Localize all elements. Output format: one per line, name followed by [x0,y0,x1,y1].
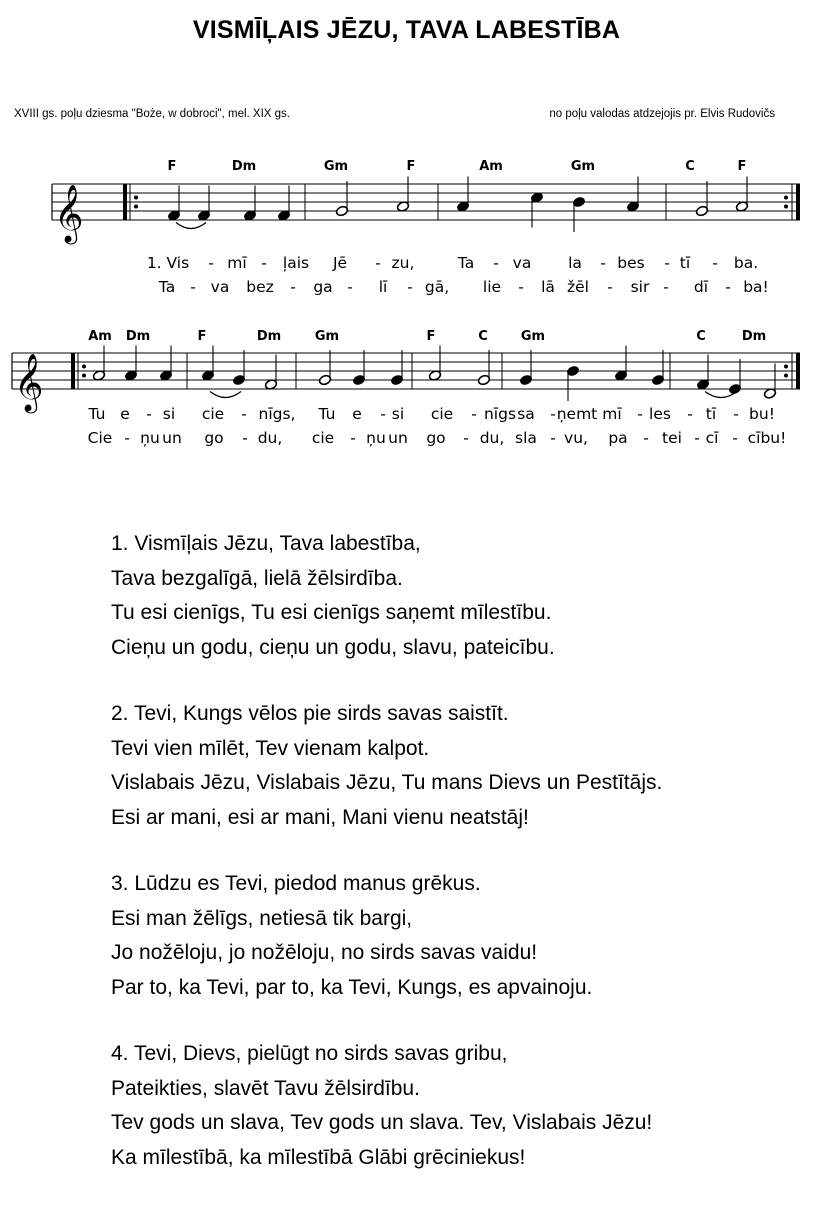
lyric-syllable: - [380,405,386,423]
chord-symbol: Gm [520,329,546,344]
lyric-syllable: Tu [88,405,106,423]
verse-line: Pateikties, slavēt Tavu žēlsirdību. [111,1076,420,1100]
lyric-syllable: cī [705,429,719,447]
lyric-syllable: - [550,405,556,423]
lyric-syllable: bu! [749,405,775,423]
lyric-syllable: - [694,429,700,447]
lyric-syllable: lie [482,278,502,296]
slur [176,223,206,229]
lyric-syllable: e [120,405,130,423]
verse-line: Tev gods un slava, Tev gods un slava. Tev, Vislabais Jēzu! [111,1111,653,1134]
lyric-syllable: mī [602,405,622,423]
verse-line: Tu esi cienīgs, Tu esi cienīgs saņemt mīlestību. [111,601,552,624]
lyric-syllable: - [375,254,381,272]
repeat-dot [82,365,86,369]
repeat-dot [784,365,788,369]
lyric-syllable: la [568,254,582,272]
source-note: XVIII gs. poļu dziesma "Boże, w dobroci", mel. XIX gs. [14,108,290,120]
lyric-syllable: Jē [332,254,348,272]
lyric-syllable: va [512,254,532,272]
lyric-syllable: si [162,405,176,423]
lyric-syllable: - [733,405,739,423]
lyric-syllable: dī [693,278,709,296]
lyric-syllable: tī [705,405,717,423]
verse-line: 1. Vismīļais Jēzu, Tava labestība, [111,532,421,555]
lyric-syllable: si [391,405,405,423]
chord-symbol: C [478,329,488,344]
lyric-syllable: - [241,405,247,423]
chord-symbol: Dm [256,329,282,344]
chord-symbol: Dm [231,159,257,174]
verse-stanza [111,1037,791,1175]
lyric-syllable: cību! [747,429,787,447]
lyric-syllable: lā [541,278,555,296]
sheet-music [0,140,813,470]
lyric-syllable: - [732,429,738,447]
chord-symbol: C [685,159,695,174]
lyric-syllable: Ta [158,278,176,296]
lyric-syllable: ņemt [556,405,598,423]
chord-symbol: Am [88,329,112,344]
chord-symbol: F [197,329,207,344]
treble-clef-icon: 𝄞 [54,184,84,242]
lyric-syllable: - [712,254,718,272]
lyric-syllable: ba. [733,254,759,272]
lyric-syllable: cie [311,429,335,447]
lyric-syllable: ņu [140,429,160,447]
verse-line: Tevi vien mīlēt, Tev vienam kalpot. [111,736,430,760]
lyric-syllable: les [649,405,671,423]
lyric-syllable: e [352,405,362,423]
translator-note: no poļu valodas atdzejojis pr. Elvis Rudovičs [549,108,775,120]
lyric-syllable: žēl [567,278,589,296]
lyric-syllable: - [407,278,413,296]
lyric-syllable: tei [662,429,682,447]
repeat-start-thick-bar [71,353,75,389]
lyric-syllable: cie [430,405,454,423]
lyric-syllable: - [518,278,524,296]
lyric-syllable: - [261,254,267,272]
lyric-syllable: - [550,429,556,447]
lyric-syllable: - [350,429,356,447]
verse-stanza [111,527,791,665]
lyric-syllable: mī [227,254,247,272]
verses-block [111,527,791,1207]
lyric-syllable: - [687,405,693,423]
chord-symbol: Dm [741,329,767,344]
lyric-syllable: - [347,278,353,296]
lyric-syllable: un [388,429,408,447]
lyric-syllable: - [643,429,649,447]
lyric-syllable: - [146,405,152,423]
lyric-syllable: - [124,429,130,447]
lyric-syllable: sir [630,278,650,296]
lyric-syllable: bez [246,278,274,296]
lyric-syllable: 1. Vis [146,254,190,272]
repeat-start-thick-bar [123,184,127,220]
lyric-syllable: cie [201,405,225,423]
lyric-syllable: Tu [318,405,336,423]
lyric-syllable: Ta [457,254,475,272]
verse-stanza [111,867,791,1005]
chord-symbol: Am [479,159,503,174]
lyric-syllable: - [290,278,296,296]
lyric-syllable: vu, [564,429,588,447]
lyric-syllable: nīgs, [258,405,296,423]
repeat-dot [784,196,788,200]
lyric-syllable: - [242,429,248,447]
verse-line: Jo nožēloju, jo nožēloju, no sirds savas vaidu! [111,941,538,964]
lyric-syllable: ņu [366,429,386,447]
lyric-syllable: - [493,254,499,272]
lyric-syllable: ba! [743,278,769,296]
lyric-syllable: - [208,254,214,272]
chord-symbol: Gm [323,159,349,174]
lyric-syllable: du, [479,429,505,447]
lyric-syllable: - [663,278,669,296]
lyric-syllable: ļais [282,254,310,272]
verse-line: Esi ar mani, esi ar mani, Mani vienu neatstāj! [111,805,529,829]
verse-line: Ka mīlestībā, ka mīlestībā Glābi grēciniekus! [111,1145,526,1169]
verse-line: Esi man žēlīgs, netiesā tik bargi, [111,906,413,930]
lyric-syllable: - [600,254,606,272]
repeat-dot [784,374,788,378]
lyric-syllable: go [204,429,224,447]
lyric-syllable: - [637,405,643,423]
lyric-syllable: - [471,405,477,423]
chord-symbol: Gm [314,329,340,344]
repeat-end-thick-bar [796,353,800,389]
chord-symbol: F [737,159,747,174]
treble-clef-icon: 𝄞 [14,353,44,411]
verse-line: Tava bezgalīgā, lielā žēlsirdība. [111,566,403,590]
verse-line: 4. Tevi, Dievs, pielūgt no sirds savas gribu, [111,1042,508,1065]
verse-line: 2. Tevi, Kungs vēlos pie sirds savas saistīt. [111,702,509,725]
verse-line: 3. Lūdzu es Tevi, piedod manus grēkus. [111,872,481,895]
chord-symbol: Gm [570,159,596,174]
lyric-syllable: bes [617,254,645,272]
lyric-syllable: - [664,254,670,272]
chord-symbol: Dm [125,329,151,344]
verse-stanza [111,697,791,835]
lyric-syllable: sla [515,429,537,447]
lyric-syllable: lī [378,278,388,296]
repeat-dot [134,196,138,200]
verse-line: Par to, ka Tevi, par to, ka Tevi, Kungs, es apvainoju. [111,975,593,999]
lyric-syllable: Cie [87,429,113,447]
song-title: VISMĪĻAIS JĒZU, TAVA LABESTĪBA [192,16,621,44]
lyric-syllable: sa [517,405,535,423]
lyric-syllable: va [210,278,230,296]
repeat-end-thick-bar [796,184,800,220]
chord-symbol: F [167,159,177,174]
repeat-dot [784,205,788,209]
lyric-syllable: gā, [424,278,450,296]
verse-line: Cieņu un godu, cieņu un godu, slavu, pateicību. [111,635,555,659]
chord-symbol: F [406,159,416,174]
lyric-syllable: - [463,429,469,447]
lyric-syllable: - [607,278,613,296]
chord-symbol: C [696,329,706,344]
repeat-dot [82,374,86,378]
verse-line: Vislabais Jēzu, Vislabais Jēzu, Tu mans Dievs un Pestītājs. [111,771,663,794]
lyric-syllable: tī [679,254,691,272]
slur [210,392,241,398]
lyric-syllable: - [190,278,196,296]
lyric-syllable: go [426,429,446,447]
repeat-dot [134,205,138,209]
lyric-syllable: zu, [391,254,415,272]
lyric-syllable: un [162,429,182,447]
lyric-syllable: pa [608,429,628,447]
lyric-syllable: - [725,278,731,296]
lyric-syllable: nīgs [483,405,517,423]
lyric-syllable: ga [313,278,333,296]
lyric-syllable: du, [257,429,283,447]
chord-symbol: F [426,329,436,344]
